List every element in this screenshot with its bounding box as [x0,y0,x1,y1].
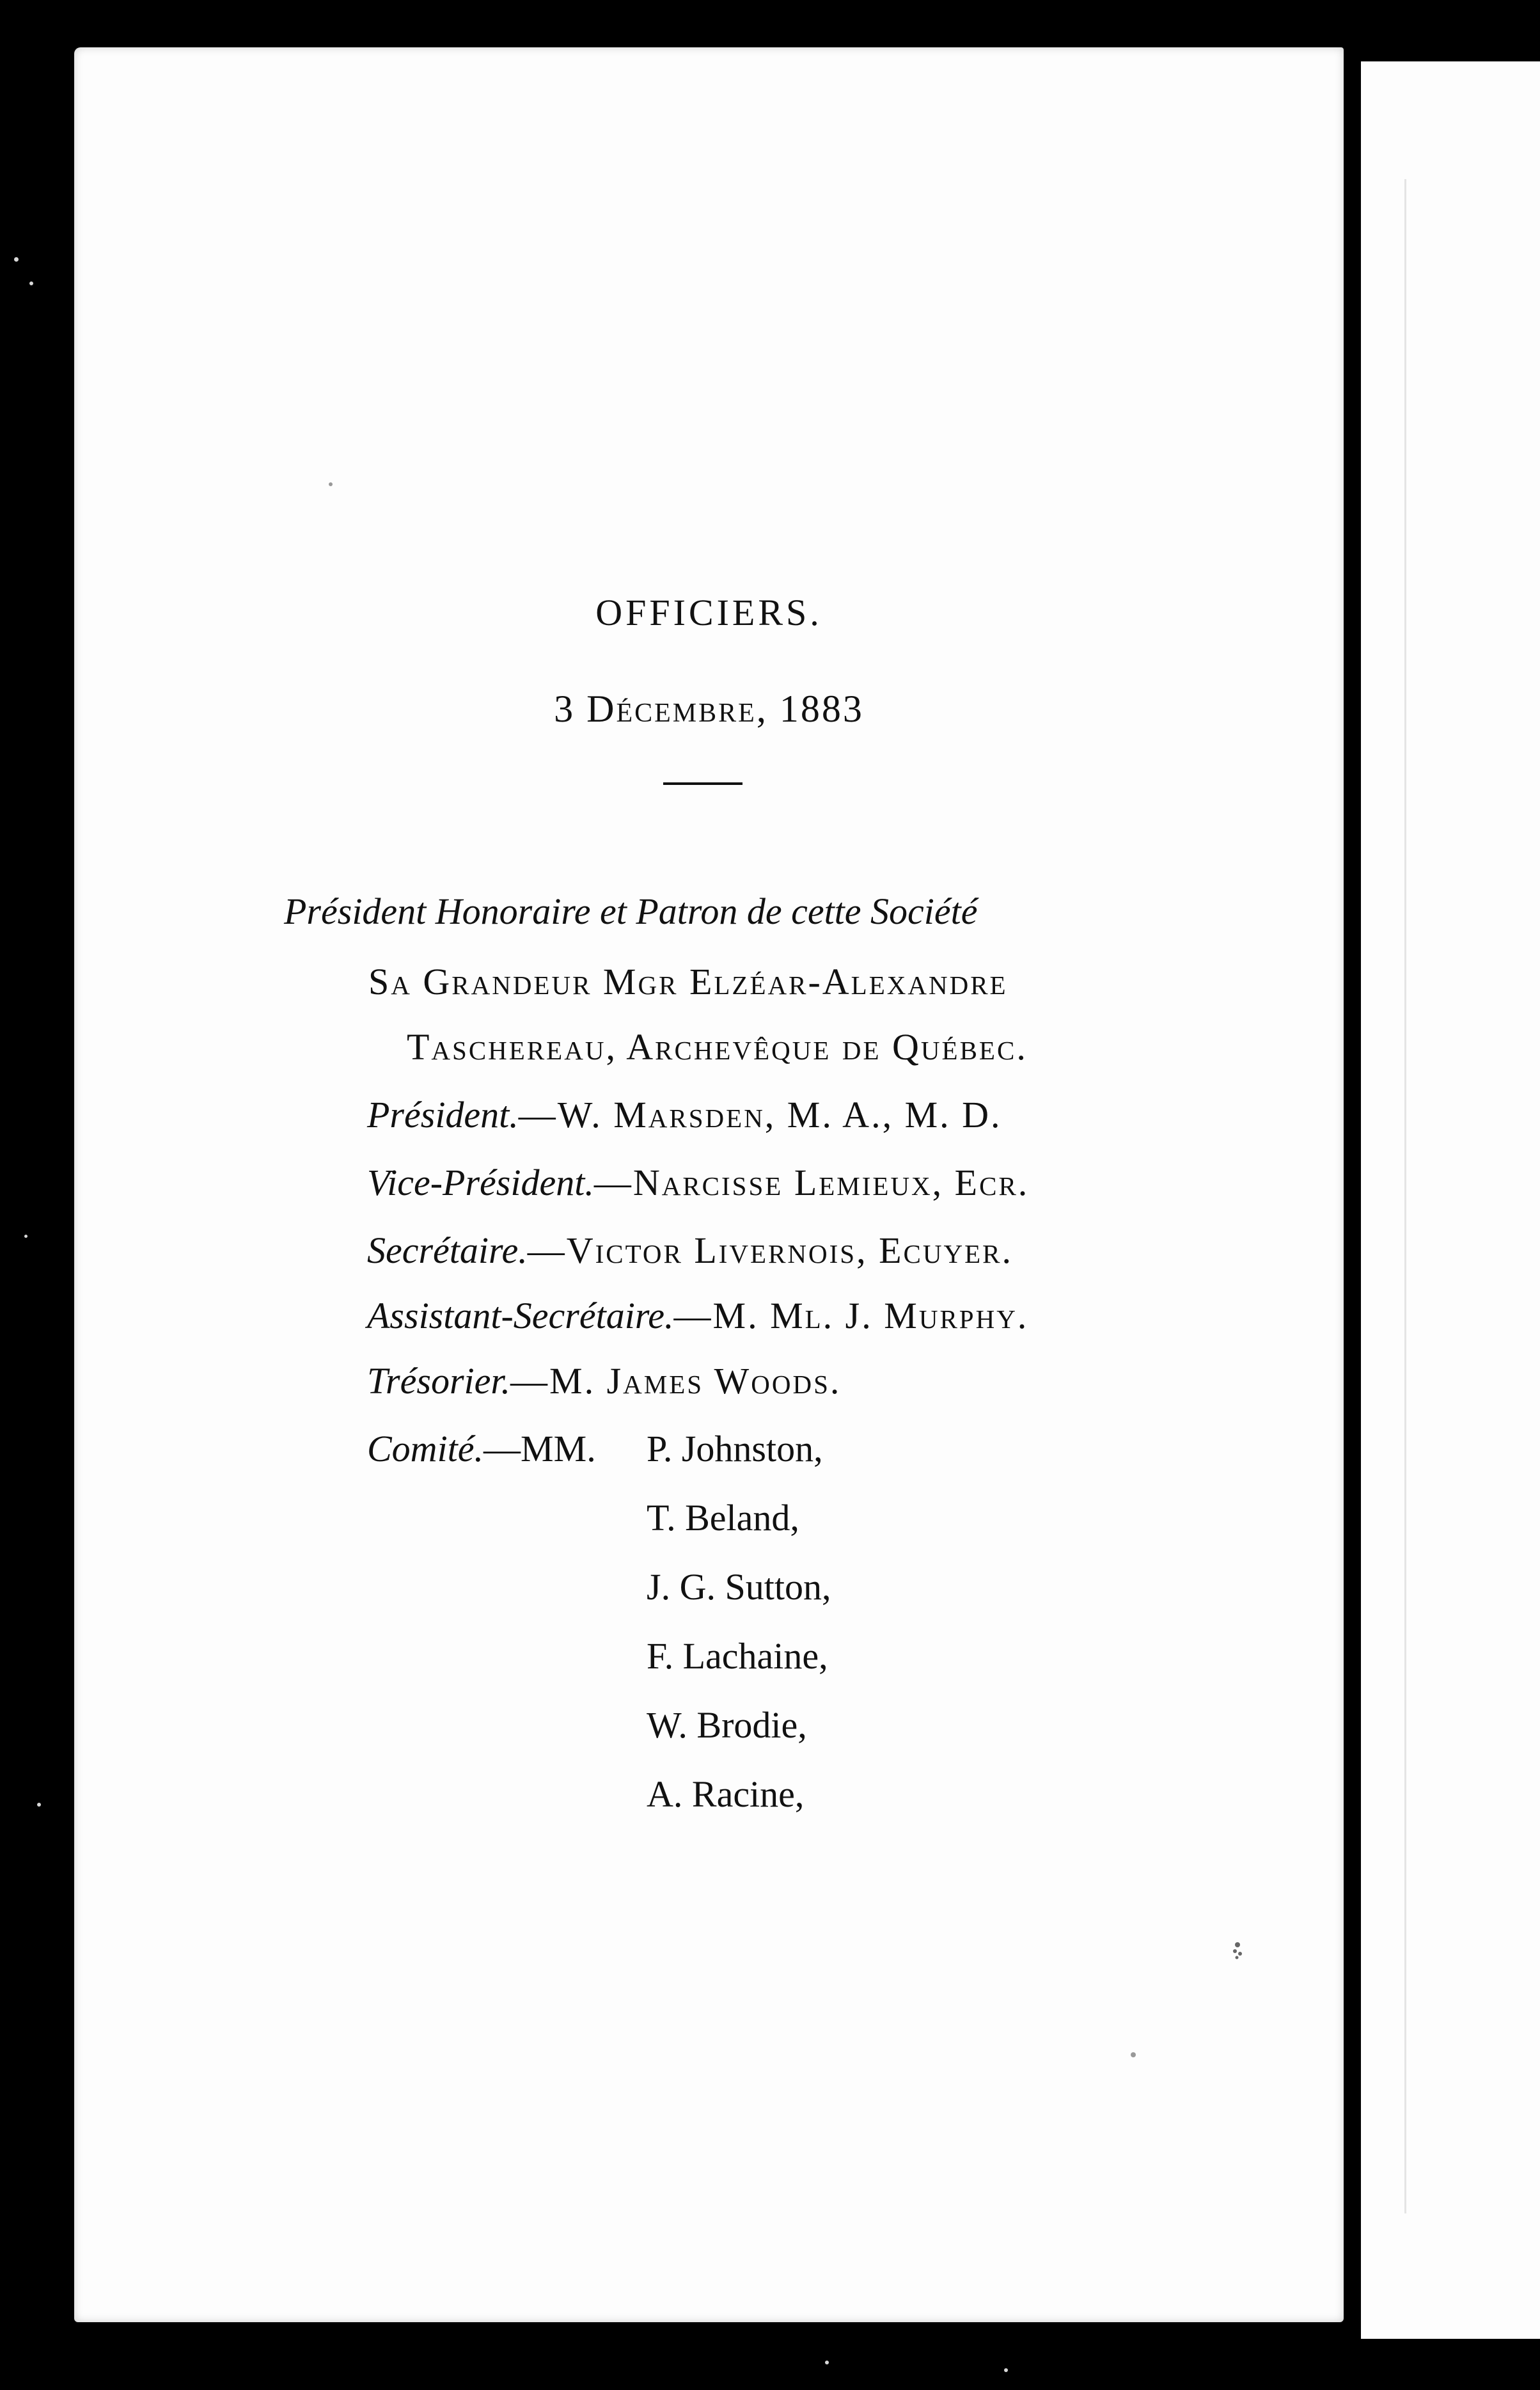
divider-rule [663,782,742,785]
officer-assistant-secretary [367,1297,1028,1334]
honorary-title: Président Honoraire et Patron de cette Société [284,890,978,932]
officer-president [367,1096,1002,1134]
dust-speck [29,281,33,285]
ornament-mark [1232,1941,1243,1960]
facing-page-edge [1404,179,1406,2213]
committee-member: A. Racine, [647,1773,805,1815]
page-speck [1131,2052,1136,2057]
honorary-name-line2: Taschereau, Archevêque de Québec. [407,1026,1028,1068]
officer-role: Assistant-Secrétaire. [367,1295,674,1336]
facing-page [1361,61,1540,2339]
committee-member: F. Lachaine, [647,1635,828,1677]
page-speck [329,482,333,486]
committee-header [367,1430,596,1468]
officer-name: —W. Marsden, M. A., M. D. [518,1094,1002,1136]
officer-role: Secrétaire. [367,1230,528,1271]
committee-prefix: —MM. [483,1428,596,1469]
dust-speck [825,2361,829,2364]
officer-treasurer [367,1360,842,1402]
honorary-name-line1: Sa Grandeur Mgr Elzéar-Alexandre [368,961,1008,1002]
officer-name: —M. Ml. J. Murphy. [673,1295,1029,1336]
officer-role: Vice-Président. [367,1162,594,1203]
document-date: 3 Décembre, 1883 [554,688,864,730]
committee-role: Comité. [367,1428,484,1469]
committee-member: J. G. Sutton, [647,1566,831,1608]
committee-member: W. Brodie, [647,1704,807,1746]
page-content [74,47,1344,2322]
officer-secretary [367,1232,1013,1269]
dust-speck [1004,2368,1008,2372]
officer-name: —M. James Woods. [510,1360,842,1402]
dust-speck [24,1235,28,1238]
officer-vice-president [367,1164,1029,1201]
officer-role: Trésorier. [367,1360,511,1402]
dust-speck [37,1803,41,1807]
dust-speck [14,257,19,262]
officer-role: Président. [367,1094,519,1136]
document-heading: OFFICIERS. [595,592,822,633]
officer-name: —Victor Livernois, Ecuyer. [527,1230,1013,1271]
committee-member: P. Johnston, [647,1428,823,1469]
officer-name: —Narcisse Lemieux, Ecr. [593,1162,1030,1203]
committee-member: T. Beland, [647,1497,799,1539]
